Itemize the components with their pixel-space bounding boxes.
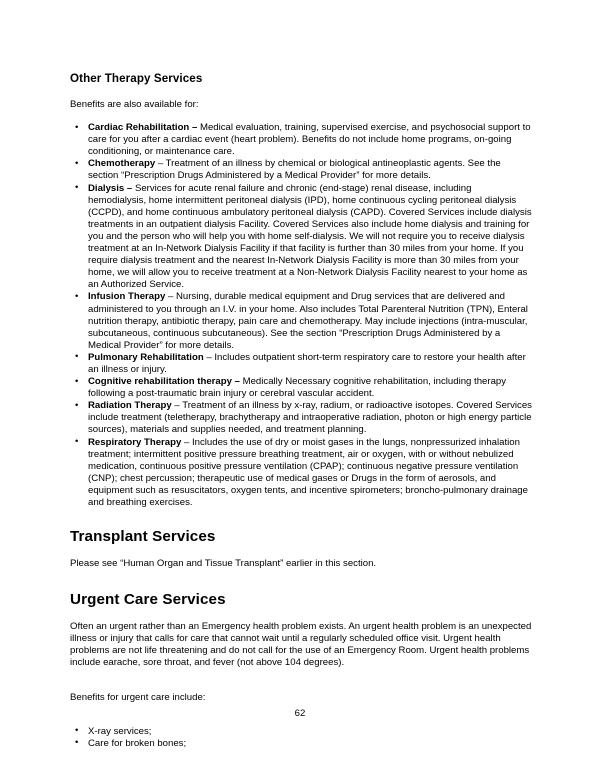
list-item: [70, 122, 532, 158]
list-item-lead: Infusion Therapy: [88, 291, 166, 303]
section-transplant-services: [70, 527, 532, 570]
urgent-care-intro: Benefits for urgent care include:: [70, 691, 206, 703]
list-item-text: Care for broken bones;: [88, 737, 187, 749]
urgent-care-benefits-list: [70, 726, 532, 750]
list-item-lead: Pulmonary Rehabilitation: [88, 351, 204, 363]
list-item-lead: Dialysis –: [88, 182, 133, 194]
therapy-services-list: [70, 122, 532, 509]
list-item: [70, 158, 532, 182]
section-heading-urgent-care-services: Urgent Care Services: [70, 591, 226, 609]
list-item: [70, 376, 532, 400]
list-item: [70, 352, 532, 376]
list-item-lead: Respiratory Therapy: [88, 436, 182, 448]
list-item-text: – Nursing, durable medical equipment and Drug services that are delivered and administered to you through an I.V. in your home. Also includes Total Parenteral Nutrition (TPN), Enteral nutrition therapy, antibiotic therapy, pain care and chemotherapy. May include injections (intra-muscular, subcutaneous, continuous subcutaneous). See the section “Prescription Drugs Administered by a Medical Provider” for more details.: [88, 291, 528, 351]
list-item-text: – Treatment of an illness by x-ray, radium, or radioactive isotopes. Covered Services include treatment (teletherapy, brachytherapy and intraoperative radiation, photon or high energy particle sources), materials and supplies needed, and treatment planning.: [88, 400, 532, 436]
list-item: [70, 437, 532, 510]
page-content: [70, 72, 532, 750]
section-other-therapy-services: [70, 72, 532, 509]
list-item: [70, 291, 532, 351]
urgent-care-body: Often an urgent rather than an Emergency health problem exists. An urgent health problem is an unexpected illness or injury that calls for care that cannot wait until a regularly scheduled office visit. Urgent health problems are not life threatening and do not call for the use of an Emergency Room. Urgent health problems include earache, sore throat, and fever (not above 104 degrees).: [70, 621, 532, 669]
page-number: 62: [294, 708, 306, 719]
list-item-lead: Cardiac Rehabilitation –: [88, 122, 198, 134]
list-item-text: Medical evaluation, training, supervised exercise, and psychosocial support to care for you after a cardiac event (heart problem). Benefits do not include home programs, on-going conditioning, or maintenance care.: [88, 122, 531, 158]
section-urgent-care-services: [70, 590, 532, 750]
list-item: [70, 400, 532, 436]
list-item: [70, 183, 532, 292]
list-item-lead: Chemotherapy: [88, 158, 156, 170]
list-item-text: – Treatment of an illness by chemical or biological antineoplastic agents. See the section “Prescription Drugs Administered by a Medical Provider” for more details.: [88, 158, 501, 182]
list-item: [70, 738, 532, 750]
list-item-lead: Radiation Therapy: [88, 400, 172, 412]
list-item-text: Services for acute renal failure and chronic (end-stage) renal disease, including hemodialysis, home intermittent peritoneal dialysis (IPD), home continuous cycling peritoneal dialysis (CCPD), and home continuous ambulatory peritoneal dialysis (CAPD). Covered Services include dialysis treatments in an outpatient dialysis Facility. Covered Services also include home dialysis and training for you and the person who will help you with home self-dialysis. We will not require you to receive dialysis treatment at an In-Network Dialysis Facility if that facility is further than 30 miles from your home. If you require dialysis treatment and the nearest In-Network Dialysis Facility is more than 30 miles from your home, we will allow you to receive treatment at a Non-Network Dialysis Facility nearest to your home as an Authorized Service.: [88, 182, 532, 291]
list-item: [70, 726, 532, 738]
section-heading-transplant-services: Transplant Services: [70, 528, 216, 546]
section-heading-other-therapy-services: Other Therapy Services: [70, 72, 203, 85]
transplant-services-body: Please see “Human Organ and Tissue Transplant” earlier in this section.: [70, 558, 377, 570]
list-item-lead: Cognitive rehabilitation therapy –: [88, 376, 240, 388]
list-item-text: Medically Necessary cognitive rehabilitation, including therapy following a post-traumatic brain injury or cerebral vascular accident.: [88, 376, 507, 400]
intro-paragraph-other-therapy: Benefits are also available for:: [70, 99, 199, 110]
list-item-text: X-ray services;: [88, 725, 152, 737]
list-item-text: – Includes outpatient short-term respiratory care to restore your health after an illness or injury.: [88, 351, 526, 375]
list-item-text: – Includes the use of dry or moist gases in the lungs, nonpressurized inhalation treatment; intermittent positive pressure breathing treatment, air or oxygen, with or without nebulized medication, continuous positive pressure ventilation (CPAP); continuous negative pressure ventilation (CNP); chest percussion; therapeutic use of medical gases or Drugs in the form of aerosols, and equipment such as resuscitators, oxygen tents, and incentive spirometers; broncho-pulmonary drainage and breathing exercises.: [88, 436, 528, 508]
